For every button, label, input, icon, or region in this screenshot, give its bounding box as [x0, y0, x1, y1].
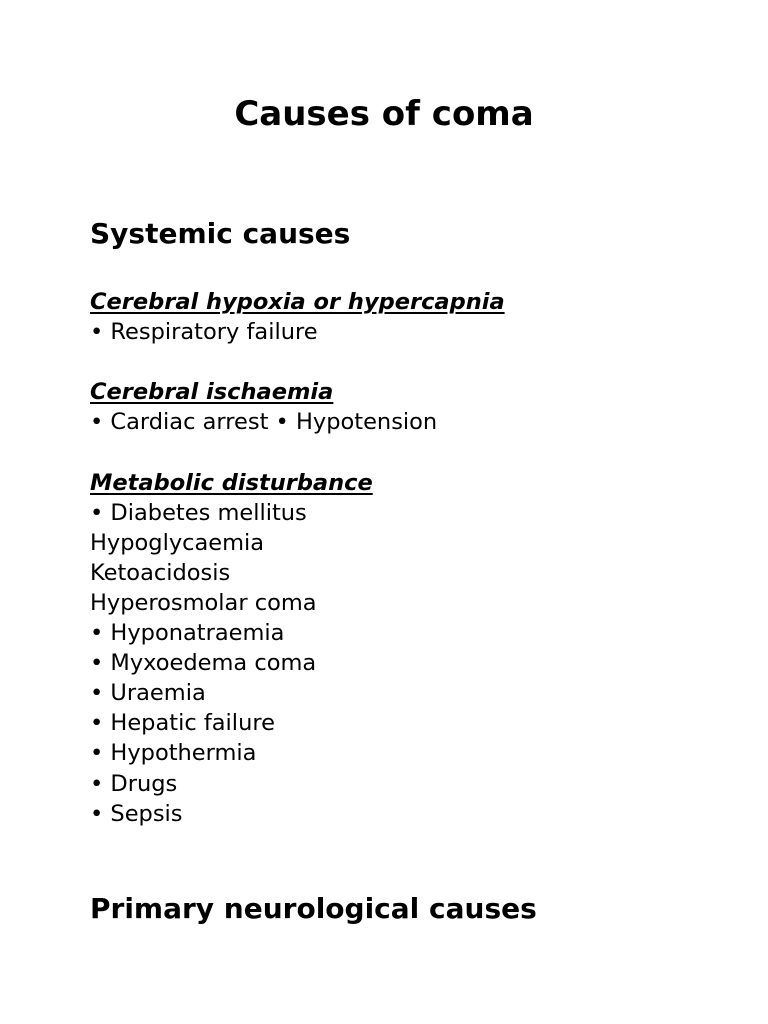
page-title: Causes of coma: [234, 94, 534, 134]
list-item: • Hepatic failure: [90, 710, 275, 737]
list-item: • Diabetes mellitus: [90, 499, 307, 526]
list-item: Ketoacidosis: [90, 559, 231, 586]
cause-group-metabolic: [90, 468, 730, 829]
section-heading-systemic: Systemic causes: [90, 217, 351, 250]
subheading-metabolic: Metabolic disturbance: [90, 469, 373, 496]
list-item: • Uraemia: [90, 680, 206, 707]
list-item: Hypoglycaemia: [90, 529, 265, 556]
subheading-ischaemia: Cerebral ischaemia: [90, 379, 334, 406]
list-item: • Respiratory failure: [90, 319, 318, 346]
section-heading-neurological: Primary neurological causes: [90, 892, 537, 925]
list-item: Hyperosmolar coma: [90, 589, 317, 616]
cause-group-ischaemia: [90, 377, 730, 437]
list-item: • Cardiac arrest • Hypotension: [90, 409, 438, 436]
list-item: • Hyponatraemia: [90, 620, 285, 647]
cause-group-hypoxia: [90, 287, 730, 347]
list-item: • Hypothermia: [90, 740, 257, 767]
list-item: • Myxoedema coma: [90, 650, 317, 677]
subheading-hypoxia: Cerebral hypoxia or hypercapnia: [90, 289, 505, 315]
list-item: • Sepsis: [90, 800, 183, 827]
list-item: • Drugs: [90, 770, 178, 797]
systemic-causes-content: [90, 287, 730, 859]
